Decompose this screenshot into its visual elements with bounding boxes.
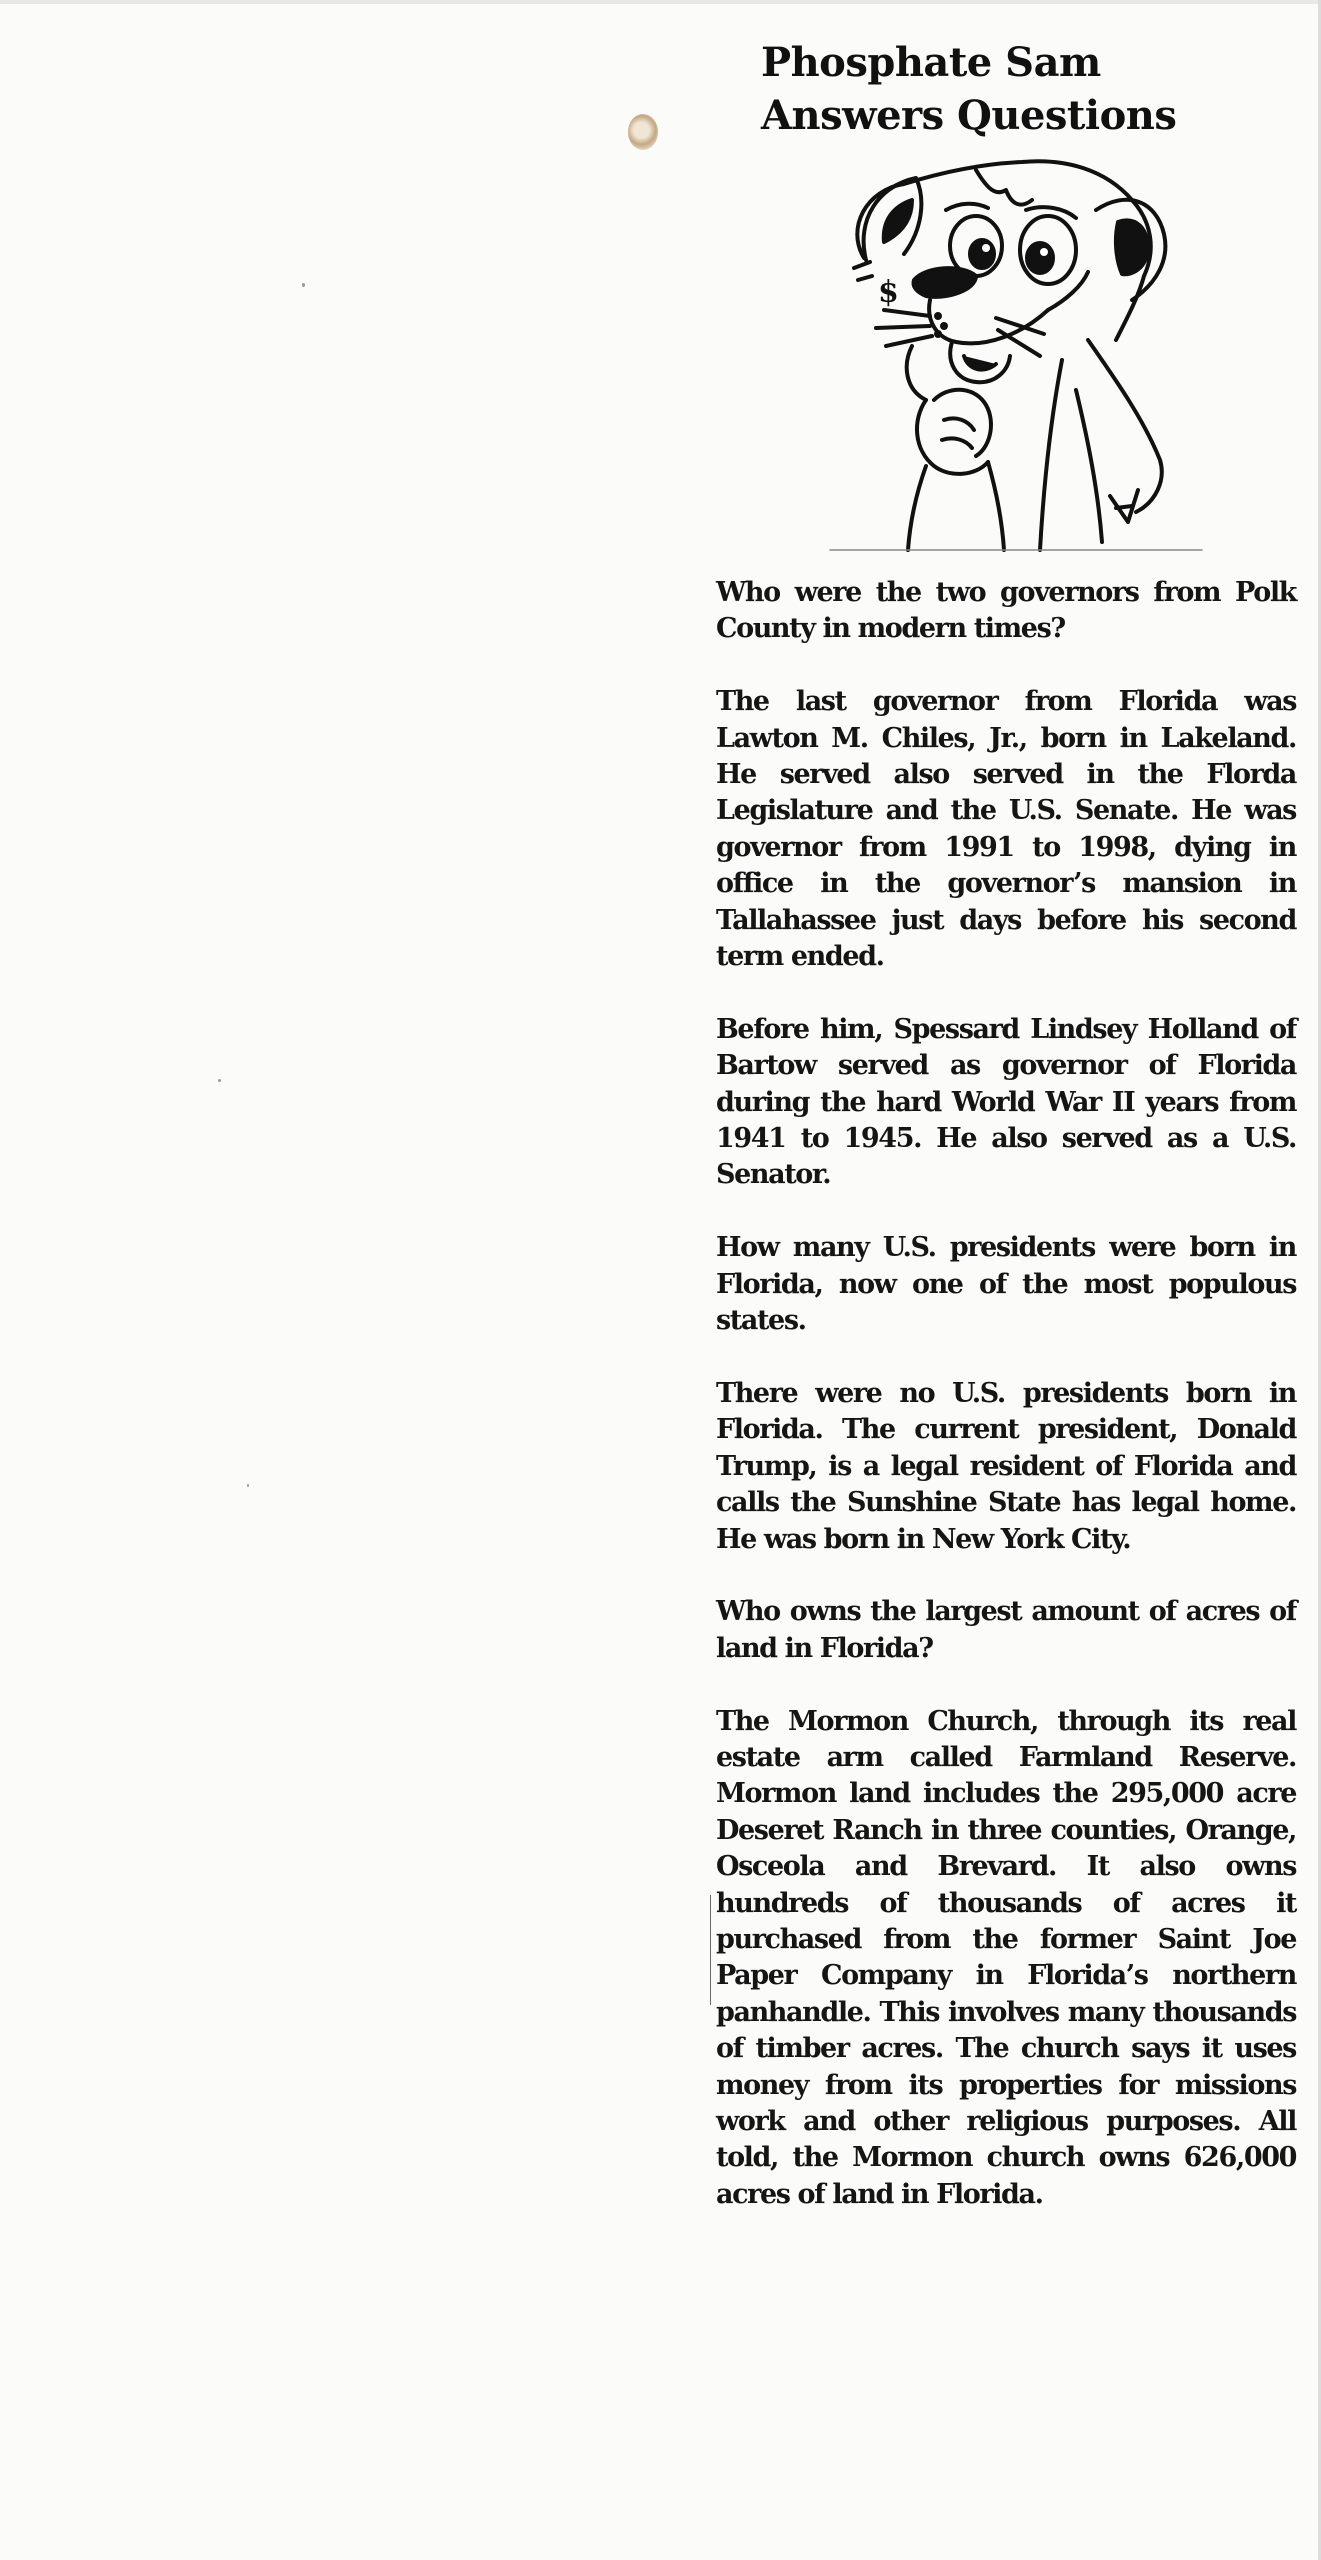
title-line-1: Phosphate Sam (761, 39, 1101, 86)
newspaper-clipping (706, 0, 1296, 2560)
paper-speck (302, 283, 305, 287)
dollar-sign-mark: $ (878, 275, 899, 310)
clipping-cut-edge (710, 1895, 711, 2005)
answer-paragraph: There were no U.S. presidents born in Florida. The current president, Donald Trump, is a legal resident of Florida and calls the Sunshine State has legal home. He was born in New York City. (716, 1377, 1296, 1555)
answer-paragraph: The last governor from Florida was Lawton M. Chiles, Jr., born in Lakeland. He served also served in the Florda Legislature and the U.S. Senate. He was governor from 1991 to 1998, dying in office in the governor’s mansion in Tallahassee just days before his second term ended. (716, 686, 1296, 973)
question-paragraph: How many U.S. presidents were born in Florida, now one of the most populous states. (716, 1232, 1296, 1337)
answer-paragraph: Before him, Spessard Lindsey Holland of Bartow served as governor of Florida during the hard World War II years from 1941 to 1945. He also served as a U.S. Senator. (716, 1013, 1296, 1191)
article-body (716, 575, 1296, 2213)
question-paragraph: Who owns the largest amount of acres of land in Florida? (716, 1596, 1296, 1664)
answer-paragraph: The Mormon Church, through its real estate arm called Farmland Reserve. Mormon land includes the 295,000 acre Deseret Ranch in three counties, Orange, Osceola and Brevard. It also owns hundreds of thousands of acres it purchased from the former Saint Joe Paper Company in Florida’s northern panhandle. This involves many thousands of timber acres. The church says it uses money from its properties for missions work and other religious purposes. All told, the Mormon church owns 626,000 acres of land in Florida. (716, 1705, 1296, 2210)
paper-speck (247, 1484, 249, 1487)
article-title (761, 36, 1176, 142)
title-line-2: Answers Questions (761, 92, 1177, 139)
cartoon-cat-mascot-icon (826, 150, 1206, 552)
paper-speck (218, 1079, 221, 1082)
question-paragraph: Who were the two governors from Polk County in modern times? (716, 577, 1296, 645)
paper-stain (628, 114, 658, 150)
